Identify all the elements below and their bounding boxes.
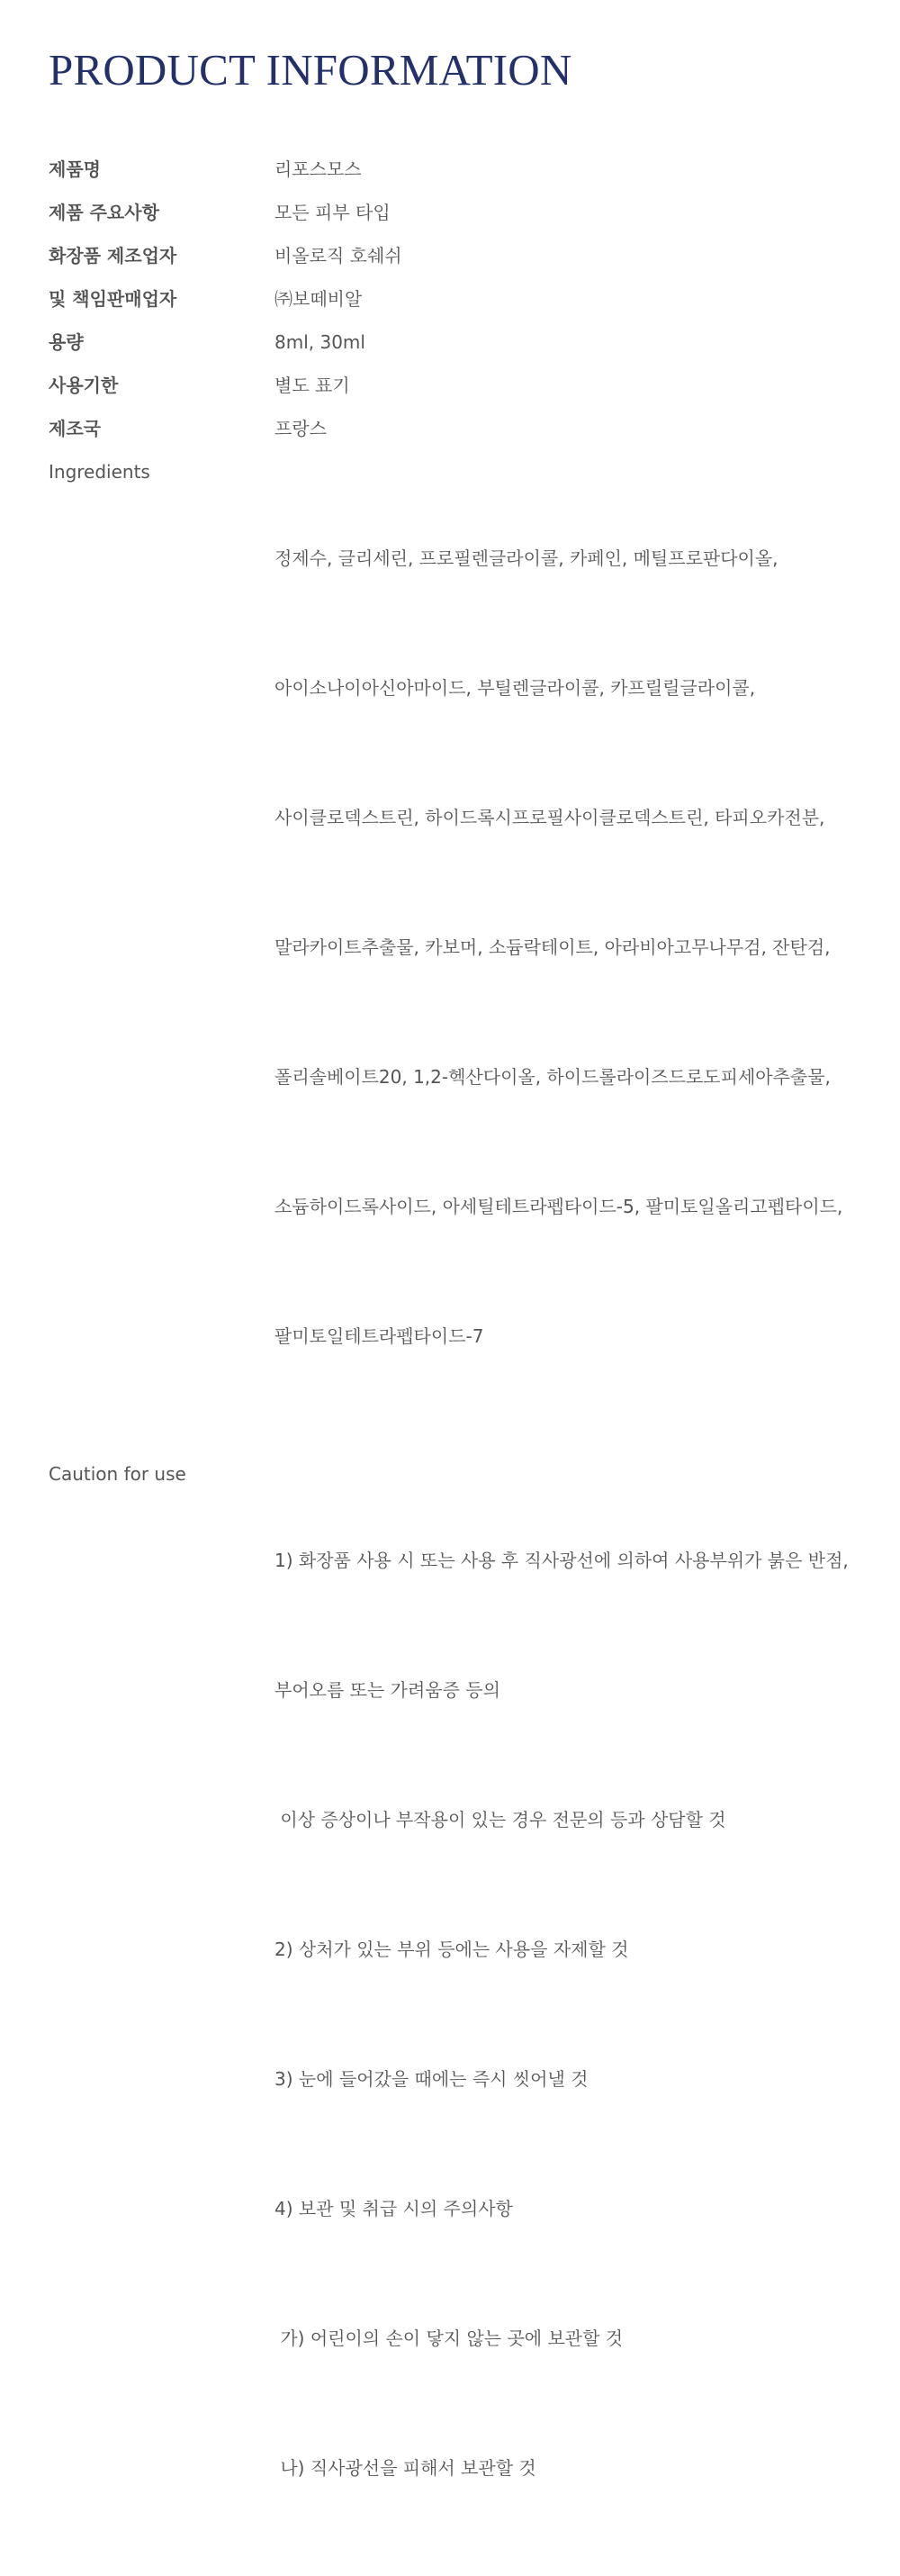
info-value: 비올로직 호쉐쉬 bbox=[274, 245, 402, 267]
info-row-product-name bbox=[49, 148, 859, 191]
ingredients-line: 소듐하이드록사이드, 아세틸테트라펩타이드-5, 팔미토일올리고펩타이드, bbox=[274, 1196, 843, 1217]
info-row-volume bbox=[49, 321, 859, 364]
info-row-key-features bbox=[49, 191, 859, 234]
info-label: 용량 bbox=[49, 331, 84, 353]
ingredients-line: 정제수, 글리세린, 프로필렌글라이콜, 카페인, 메틸프로판다이올, bbox=[274, 547, 778, 569]
info-row-caution bbox=[49, 1452, 859, 2576]
caution-list bbox=[274, 1452, 859, 2576]
info-value: ㈜보떼비알 bbox=[274, 288, 363, 310]
caution-label: Caution for use bbox=[49, 1463, 186, 1485]
caution-line: 1) 화장품 사용 시 또는 사용 후 직사광선에 의하여 사용부위가 붉은 반점, bbox=[274, 1550, 849, 1571]
product-info-table bbox=[49, 148, 859, 2576]
ingredients-list bbox=[274, 450, 859, 1444]
info-label: 제조국 bbox=[49, 418, 101, 439]
info-label: 화장품 제조업자 bbox=[49, 245, 177, 267]
caution-line: 4) 보관 및 취급 시의 주의사항 bbox=[274, 2198, 513, 2219]
info-label: 및 책임판매업자 bbox=[49, 288, 177, 310]
ingredients-line: 폴리솔베이트20, 1,2-헥산다이올, 하이드롤라이즈드로도피세아추출물, bbox=[274, 1066, 831, 1088]
caution-line: 3) 눈에 들어갔을 때에는 즉시 씻어낼 것 bbox=[274, 2068, 589, 2090]
info-value: 8ml, 30ml bbox=[274, 331, 365, 353]
caution-line: 부어오름 또는 가려움증 등의 bbox=[274, 1679, 500, 1701]
info-label: 사용기한 bbox=[49, 375, 119, 396]
info-row-manufacturer bbox=[49, 234, 859, 277]
info-row-expiry bbox=[49, 364, 859, 407]
info-value: 모든 피부 타입 bbox=[274, 202, 391, 223]
info-row-distributor bbox=[49, 277, 859, 321]
info-row-ingredients bbox=[49, 450, 859, 1444]
caution-line: 이상 증상이나 부작용이 있는 경우 전문의 등과 상담할 것 bbox=[274, 1809, 726, 1830]
info-value: 프랑스 bbox=[274, 418, 327, 439]
info-value: 리포스모스 bbox=[274, 158, 362, 180]
info-value: 별도 표기 bbox=[274, 375, 350, 396]
info-label: 제품명 bbox=[49, 158, 101, 180]
caution-line: 나) 직사광선을 피해서 보관할 것 bbox=[274, 2457, 536, 2479]
ingredients-line: 아이소나이아신아마이드, 부틸렌글라이콜, 카프릴릴글라이콜, bbox=[274, 677, 756, 699]
ingredients-label: Ingredients bbox=[49, 461, 150, 483]
ingredients-line: 사이클로덱스트린, 하이드록시프로필사이클로덱스트린, 타피오카전분, bbox=[274, 807, 825, 828]
info-label: 제품 주요사항 bbox=[49, 202, 159, 223]
info-row-origin bbox=[49, 407, 859, 450]
caution-line: 가) 어린이의 손이 닿지 않는 곳에 보관할 것 bbox=[274, 2327, 624, 2349]
ingredients-line: 말라카이트추출물, 카보머, 소듐락테이트, 아라비아고무나무검, 잔탄검, bbox=[274, 936, 831, 958]
caution-line: 2) 상처가 있는 부위 등에는 사용을 자제할 것 bbox=[274, 1939, 629, 1960]
page-title: PRODUCT INFORMATION bbox=[49, 45, 572, 95]
ingredients-line: 팔미토일테트라펩타이드-7 bbox=[274, 1325, 484, 1347]
